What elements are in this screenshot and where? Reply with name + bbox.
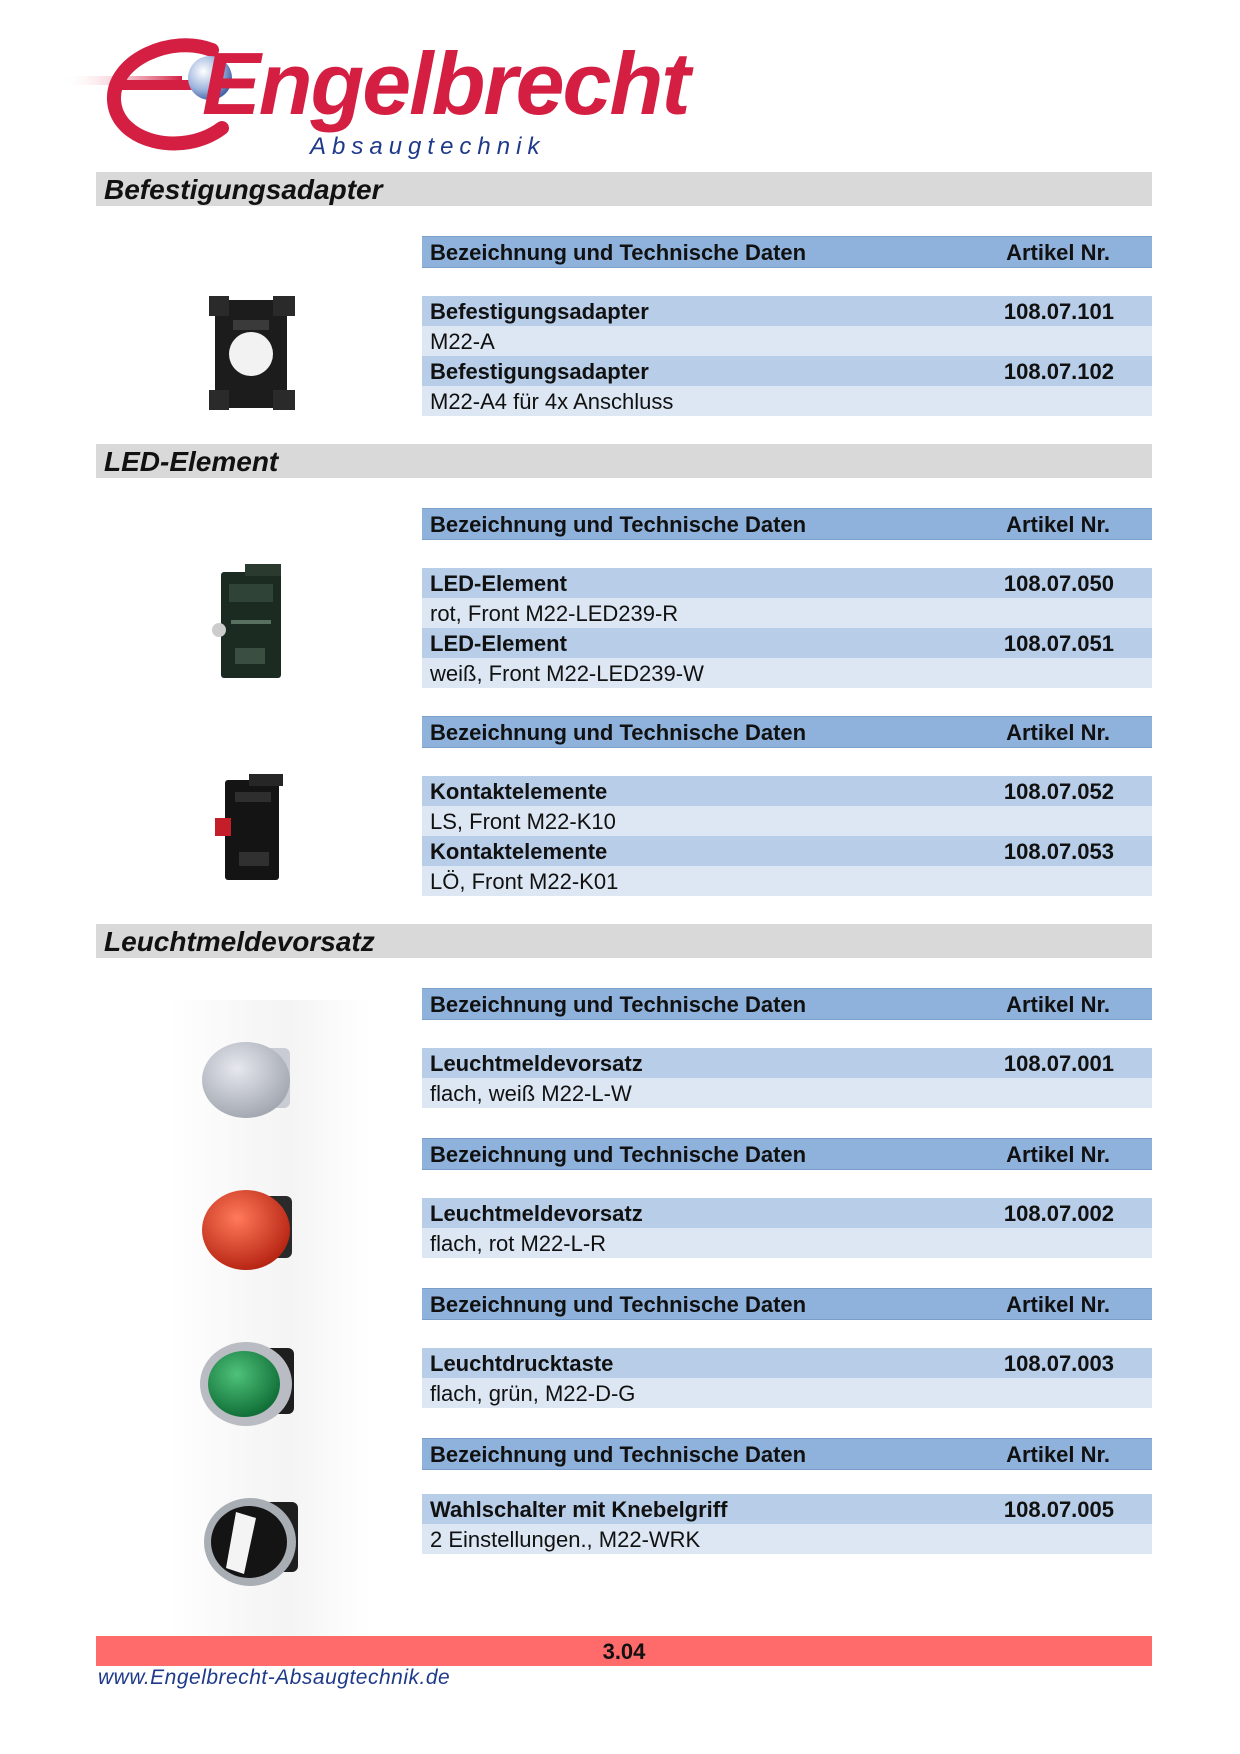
- product-row: [422, 296, 1152, 326]
- header-description: Bezeichnung und Technische Daten: [430, 512, 807, 537]
- product-name: Wahlschalter mit Knebelgriff: [430, 1497, 728, 1522]
- brand-subtitle: Absaugtechnik: [310, 133, 546, 160]
- product-description: LÖ, Front M22-K01: [430, 869, 619, 894]
- product-row: [422, 568, 1152, 598]
- product-description-row: [422, 1078, 1152, 1108]
- product-name: Kontaktelemente: [430, 839, 608, 864]
- header-description: Bezeichnung und Technische Daten: [430, 992, 807, 1017]
- white-indicator-image: [196, 1030, 306, 1130]
- product-description-row: [422, 386, 1152, 416]
- product-name: Kontaktelemente: [430, 779, 608, 804]
- product-name: Leuchtmeldevorsatz: [430, 1051, 643, 1076]
- article-number: 108.07.001: [1003, 1051, 1114, 1076]
- product-name: LED-Element: [430, 571, 567, 596]
- product-name: Befestigungsadapter: [430, 299, 649, 324]
- product-description: M22-A4 für 4x Anschluss: [430, 389, 674, 414]
- article-number: 108.07.003: [1003, 1351, 1114, 1376]
- table-header: [422, 1438, 1152, 1470]
- product-row: [422, 628, 1152, 658]
- product-row: [422, 1348, 1152, 1378]
- header-article-no: Artikel Nr.: [1006, 992, 1110, 1017]
- mounting-adapter-image: [205, 290, 305, 420]
- table-header: [422, 236, 1152, 268]
- product-row: [422, 776, 1152, 806]
- header-article-no: Artikel Nr.: [1006, 1142, 1110, 1167]
- product-row: [422, 836, 1152, 866]
- product-row: [422, 1048, 1152, 1078]
- product-description: flach, weiß M22-L-W: [430, 1081, 632, 1106]
- section-title: Leuchtmeldevorsatz: [104, 926, 375, 957]
- led-element-image: [205, 560, 305, 690]
- product-description-row: [422, 326, 1152, 356]
- article-number: 108.07.051: [1003, 631, 1114, 656]
- product-name: Leuchtdrucktaste: [430, 1351, 614, 1376]
- article-number: 108.07.102: [1003, 359, 1114, 384]
- product-description: rot, Front M22-LED239-R: [430, 601, 679, 626]
- header-article-no: Artikel Nr.: [1006, 512, 1110, 537]
- header-description: Bezeichnung und Technische Daten: [430, 240, 807, 265]
- article-number: 108.07.101: [1003, 299, 1114, 324]
- contact-element-image: [205, 770, 305, 890]
- product-description: flach, grün, M22-D-G: [430, 1381, 636, 1406]
- section-title: LED-Element: [104, 446, 279, 477]
- table-header: [422, 1288, 1152, 1320]
- selector-switch-image: [200, 1488, 310, 1598]
- section-header-befestigungsadapter: [96, 172, 1152, 206]
- product-description-row: [422, 1378, 1152, 1408]
- header-description: Bezeichnung und Technische Daten: [430, 1442, 807, 1467]
- product-name: LED-Element: [430, 631, 567, 656]
- section-header-led-element: [96, 444, 1152, 478]
- product-description-row: [422, 1228, 1152, 1258]
- article-number: 108.07.050: [1003, 571, 1114, 596]
- footer-bar: [96, 1636, 1152, 1666]
- website-link[interactable]: www.Engelbrecht-Absaugtechnik.de: [98, 1666, 451, 1689]
- article-number: 108.07.053: [1003, 839, 1114, 864]
- header-description: Bezeichnung und Technische Daten: [430, 720, 807, 745]
- green-pushbutton-image: [196, 1334, 306, 1434]
- brand-name: Engelbrecht: [202, 34, 689, 133]
- product-row: [422, 1198, 1152, 1228]
- red-indicator-image: [196, 1180, 306, 1280]
- header-article-no: Artikel Nr.: [1006, 1292, 1110, 1317]
- table-header: [422, 716, 1152, 748]
- product-description-row: [422, 598, 1152, 628]
- page-number: 3.04: [602, 1639, 646, 1664]
- product-description-row: [422, 806, 1152, 836]
- article-number: 108.07.052: [1003, 779, 1114, 804]
- product-row: [422, 356, 1152, 386]
- header-article-no: Artikel Nr.: [1006, 1442, 1110, 1467]
- product-name: Befestigungsadapter: [430, 359, 649, 384]
- table-header: [422, 1138, 1152, 1170]
- section-title: Befestigungsadapter: [104, 174, 383, 205]
- product-description: flach, rot M22-L-R: [430, 1231, 607, 1256]
- header-article-no: Artikel Nr.: [1006, 720, 1110, 745]
- section-header-leuchtmeldevorsatz: [96, 924, 1152, 958]
- product-description: 2 Einstellungen., M22-WRK: [430, 1527, 701, 1552]
- article-number: 108.07.005: [1003, 1497, 1114, 1522]
- product-description-row: [422, 866, 1152, 896]
- table-header: [422, 988, 1152, 1020]
- product-description: LS, Front M22-K10: [430, 809, 616, 834]
- article-number: 108.07.002: [1003, 1201, 1114, 1226]
- product-name: Leuchtmeldevorsatz: [430, 1201, 643, 1226]
- product-description: weiß, Front M22-LED239-W: [430, 661, 704, 686]
- table-header: [422, 508, 1152, 540]
- product-description-row: [422, 1524, 1152, 1554]
- product-row: [422, 1494, 1152, 1524]
- header-description: Bezeichnung und Technische Daten: [430, 1142, 807, 1167]
- product-description: M22-A: [430, 329, 495, 354]
- brand-logo: [62, 30, 689, 170]
- product-description-row: [422, 658, 1152, 688]
- header-description: Bezeichnung und Technische Daten: [430, 1292, 807, 1317]
- header-article-no: Artikel Nr.: [1006, 240, 1110, 265]
